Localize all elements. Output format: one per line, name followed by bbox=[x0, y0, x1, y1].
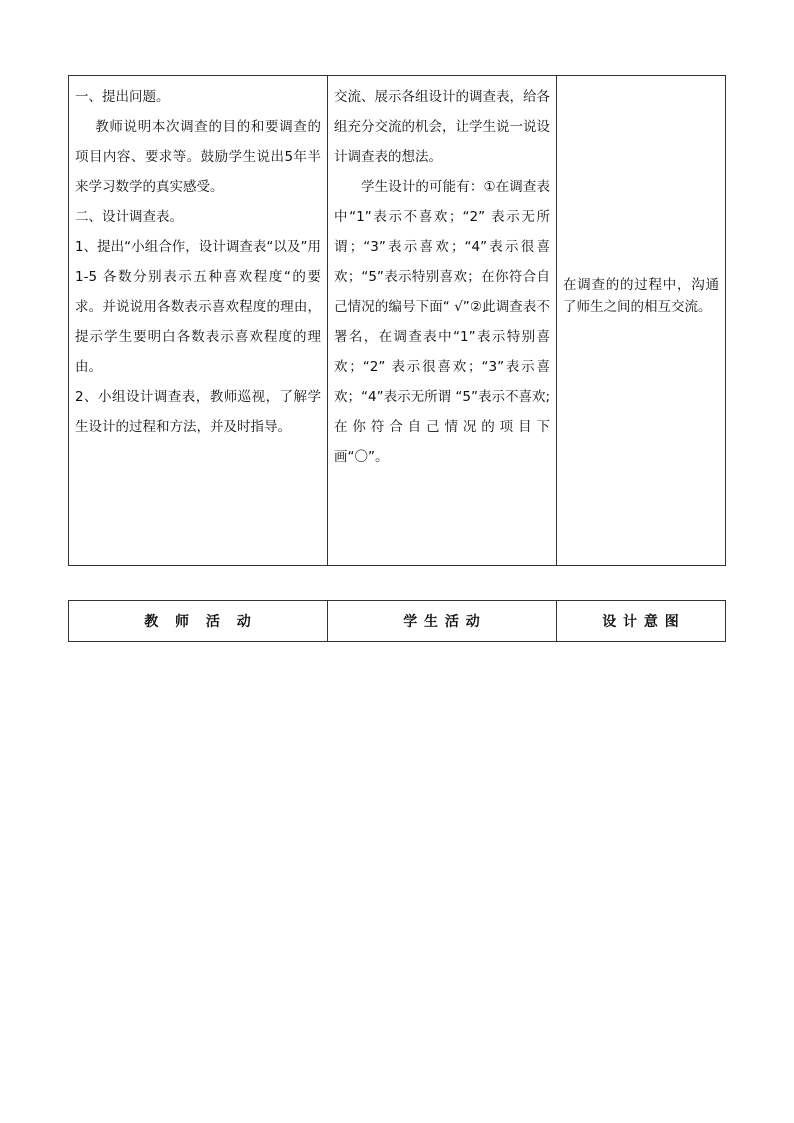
teacher-line-3: 二、设计调查表。 bbox=[75, 209, 183, 225]
table-row bbox=[69, 601, 726, 642]
header-table bbox=[68, 600, 726, 642]
teacher-line-4: 1、提出“小组合作，设计调查表“以及”用 1-5 各数分别表示五种喜欢程度“的要求。并说说用各数表示喜欢程度的理由，提示学生要明白各数表示喜欢程度的理由。 bbox=[75, 239, 321, 375]
student-activity-header: 学 生 活 动 bbox=[328, 601, 557, 642]
teacher-line-5: 2、小组设计调查表，教师巡视，了解学生设计的过程和方法，并及时指导。 bbox=[75, 389, 321, 435]
student-line-1: 交流、展示各组设计的调查表，给各组充分交流的机会，让学生说一说设计调查表的想法。 bbox=[334, 89, 550, 165]
teacher-activity-header: 教 师 活 动 bbox=[69, 601, 328, 642]
teacher-line-1: 一、提出问题。 bbox=[75, 89, 170, 105]
table-row bbox=[69, 76, 726, 566]
teacher-line-2: 教师说明本次调查的目的和要调查的项目内容、要求等。鼓励学生说出5年半来学习数学的真实感受。 bbox=[75, 119, 321, 195]
design-intent-header: 设 计 意 图 bbox=[557, 601, 726, 642]
student-line-2: 学生设计的可能有：①在调查表中“1”表示不喜欢；“2” 表示无所谓；“3”表示喜欢；“4”表示很喜欢；“5”表示特别喜欢；在你符合自己情况的编号下面“ √”②此调查表不署名，在调查表中“1”表示特别喜欢；“2” 表示很喜欢；“3”表示喜欢；“4”表示无所谓 “5”表示不喜欢;在你符合自己情况的项目下画“〇”。 bbox=[334, 179, 550, 465]
design-intent-cell bbox=[557, 76, 726, 566]
lesson-table bbox=[68, 75, 726, 566]
intent-text: 在调查的的过程中，沟通了师生之间的相互交流。 bbox=[563, 277, 719, 315]
student-activity-cell bbox=[328, 76, 557, 566]
teacher-activity-cell bbox=[69, 76, 328, 566]
